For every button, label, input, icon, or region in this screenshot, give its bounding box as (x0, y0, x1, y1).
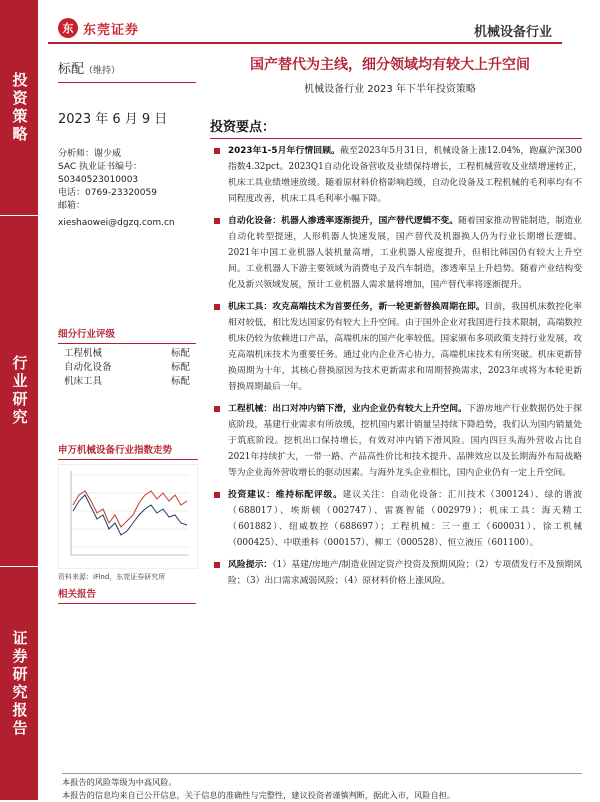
sub-industry-name: 工程机械 (64, 348, 103, 359)
report-subtitle: 机械设备行业 2023 年下半年投资策略 (304, 84, 476, 95)
rating (58, 58, 120, 77)
chart-gridlines (71, 475, 189, 547)
main-heading: 投资要点： (210, 120, 276, 135)
bullet-icon (214, 218, 220, 224)
paragraph-body: 下游房地产行业数据仍处于探底阶段，基建行业需求有所放缓，挖机国内累计销量呈持续下降趋势，我们认为国内销量处于筑底阶段。挖机出口保持增长，有效对冲内销下滑风险。国内四巨头海外营收占比自2021年持续扩大，一带一路、产品高性价比和技术提升、品牌效应以及长期海外布局战略等为企业海外营收增长的驱动因素。与海外龙头企业相比，国内企业仍有一定上升空间。 (228, 404, 582, 478)
paragraph-lead: 投资建议：维持标配评级。 (228, 490, 343, 500)
section-divider (58, 343, 196, 344)
rating-note: （维持） (84, 66, 121, 76)
side-band-top (0, 0, 38, 215)
side-band-bottom (0, 567, 38, 800)
sub-ratings-title: 细分行业评级 (58, 329, 116, 340)
company-logo (58, 18, 139, 38)
heading-divider (210, 138, 582, 139)
sub-industry-rating: 标配 (170, 362, 190, 373)
page-footer (62, 776, 582, 802)
rating-value: 标配 (58, 62, 85, 77)
paragraph-lead: 自动化设备：机器人渗透率逐渐提升，国产替代逻辑不变。 (228, 216, 459, 226)
footer-disclaimer: 本报告的信息均来自已公开信息，关于信息的准确性与完整性，建议投资者谨慎判断，据此入市，风险自担。 (62, 790, 456, 800)
table-row (58, 375, 196, 389)
page-header (48, 14, 562, 44)
chart-title: 申万机械设备行业指数走势 (58, 445, 173, 456)
series-line-industry (73, 491, 187, 527)
logo-icon: 东 (58, 18, 78, 38)
paragraph (210, 299, 582, 395)
side-band-middle (0, 216, 38, 566)
paragraph-lead: 2023年1-5月年行情回顾。 (228, 146, 341, 156)
sub-industry-name: 自动化设备 (64, 362, 112, 373)
paragraph-body: 目前，我国机床数控化率相对较低，相比发达国家仍有较大上升空间。由于国外企业对我国进行技术限制，高端数控机床仍较为依赖进口产品，高端机床的国产化率较低。国家颁布多项政策支持行业发展，攻克高端机床技术为重要任务。通过业内企业齐心协力，高端机床技术有所突破。机床更新替换周期为十年，其核心替换原因为技术更新需求和周期替换需求，2023年或将为本轮更新替换周期最后一年。 (228, 302, 582, 392)
report-date: 2023 年 6 月 9 日 (58, 112, 168, 127)
paragraph-lead: 风险提示： (228, 560, 273, 570)
paragraph-lead: 工程机械：出口对冲内销下滑，业内企业仍有较大上升空间。 (228, 404, 467, 414)
related-title: 相关报告 (58, 589, 97, 600)
table-row (58, 347, 196, 361)
section-divider (58, 459, 198, 460)
analyst-license: S0340523010003 (58, 175, 139, 185)
sub-industry-name: 机床工具 (64, 376, 103, 387)
paragraph-body: 随着国家推动智能制造，制造业自动化转型提速，人形机器人快速发展，国产替代及机器换人仍为行业长期增长逻辑。2021年中国工业机器人装机量高增，工业机器人密度提升，但相比韩国仍有较大上升空间。工业机器人下游主要领域为消费电子及汽车制造，渗透率呈上升趋势。随着产业结构变化及新兴领域发展，预计工业机器人需求量将增加，国产替代率将逐渐提升。 (228, 216, 582, 290)
related-reports (58, 586, 196, 604)
side-band-bottom-text: 证券研究报告 (10, 629, 29, 738)
sub-industry-rating: 标配 (170, 376, 190, 387)
paragraph (210, 401, 582, 481)
index-chart-block (58, 442, 198, 582)
paragraph (210, 213, 582, 293)
footer-risk-level: 本报告的风险等级为中高风险。 (62, 777, 177, 787)
report-title: 国产替代为主线，细分领域均有较大上升空间 (250, 57, 530, 73)
logo-text: 东莞证券 (83, 22, 140, 38)
bullet-icon (214, 148, 220, 154)
analyst-email-label: 邮箱： (58, 201, 86, 211)
paragraph (210, 557, 582, 589)
analyst-email[interactable]: xieshaowei@dgzq.com.cn (58, 218, 175, 228)
section-divider (58, 603, 196, 604)
analyst-name: 分析师：谢少威 (58, 149, 122, 159)
side-band-top-text: 投资策略 (10, 71, 29, 144)
table-row (58, 361, 196, 375)
footer-divider (62, 773, 582, 774)
bullet-icon (214, 562, 220, 568)
index-chart (58, 464, 198, 569)
analyst-license-label: SAC 执业证书编号： (58, 162, 143, 172)
bullet-icon (214, 304, 220, 310)
paragraph (210, 487, 582, 551)
paragraph-body: 截至2023年5月31日，机械设备上涨12.04%，跑赢沪深300指数4.32pct。2023Q1自动化设备营收及业绩保持增长，工程机械营收及业绩增速转正，机床工具业绩增速放缓。随着原材料价格影响趋缓，自动化设备及工程机械的毛利率均有不同程度改善，机床工具毛利率小幅下降。 (228, 146, 582, 204)
analyst-phone: 电话：0769-23320059 (58, 188, 157, 198)
sub-industry-rating: 标配 (170, 348, 190, 359)
bullet-icon (214, 406, 220, 412)
sub-ratings-table (58, 326, 196, 389)
industry-label: 机械设备行业 (473, 25, 552, 40)
paragraph-body: 建议关注：自动化设备：汇川技术（300124）、绿的谐波（688017）、埃斯顿（002747）、雷赛智能（002979）；机床工具：海天精工（601882）、纽威数控（688697）；工程机械：三一重工（600031）、徐工机械（000425）、中联重科（000157）、柳工（000528）、恒立液压（601100）。 (228, 490, 582, 548)
rating-divider (58, 82, 196, 83)
main-content (210, 116, 582, 595)
side-band-middle-text: 行业研究 (10, 355, 29, 427)
bullet-icon (214, 492, 220, 498)
paragraph (210, 143, 582, 207)
index-chart-svg (59, 465, 197, 568)
paragraph-body: （1）基建/房地产/制造业固定资产投资及预期风险；（2）专项债发行不及预期风险；（3）出口需求减弱风险；（4）原材料价格上涨风险。 (228, 560, 582, 586)
paragraph-lead: 机床工具：攻克高端技术为首要任务，新一轮更新替换周期在即。 (228, 302, 485, 312)
analyst-info (58, 148, 175, 230)
chart-source: 资料来源：iFind，东莞证券研究所 (58, 573, 166, 581)
